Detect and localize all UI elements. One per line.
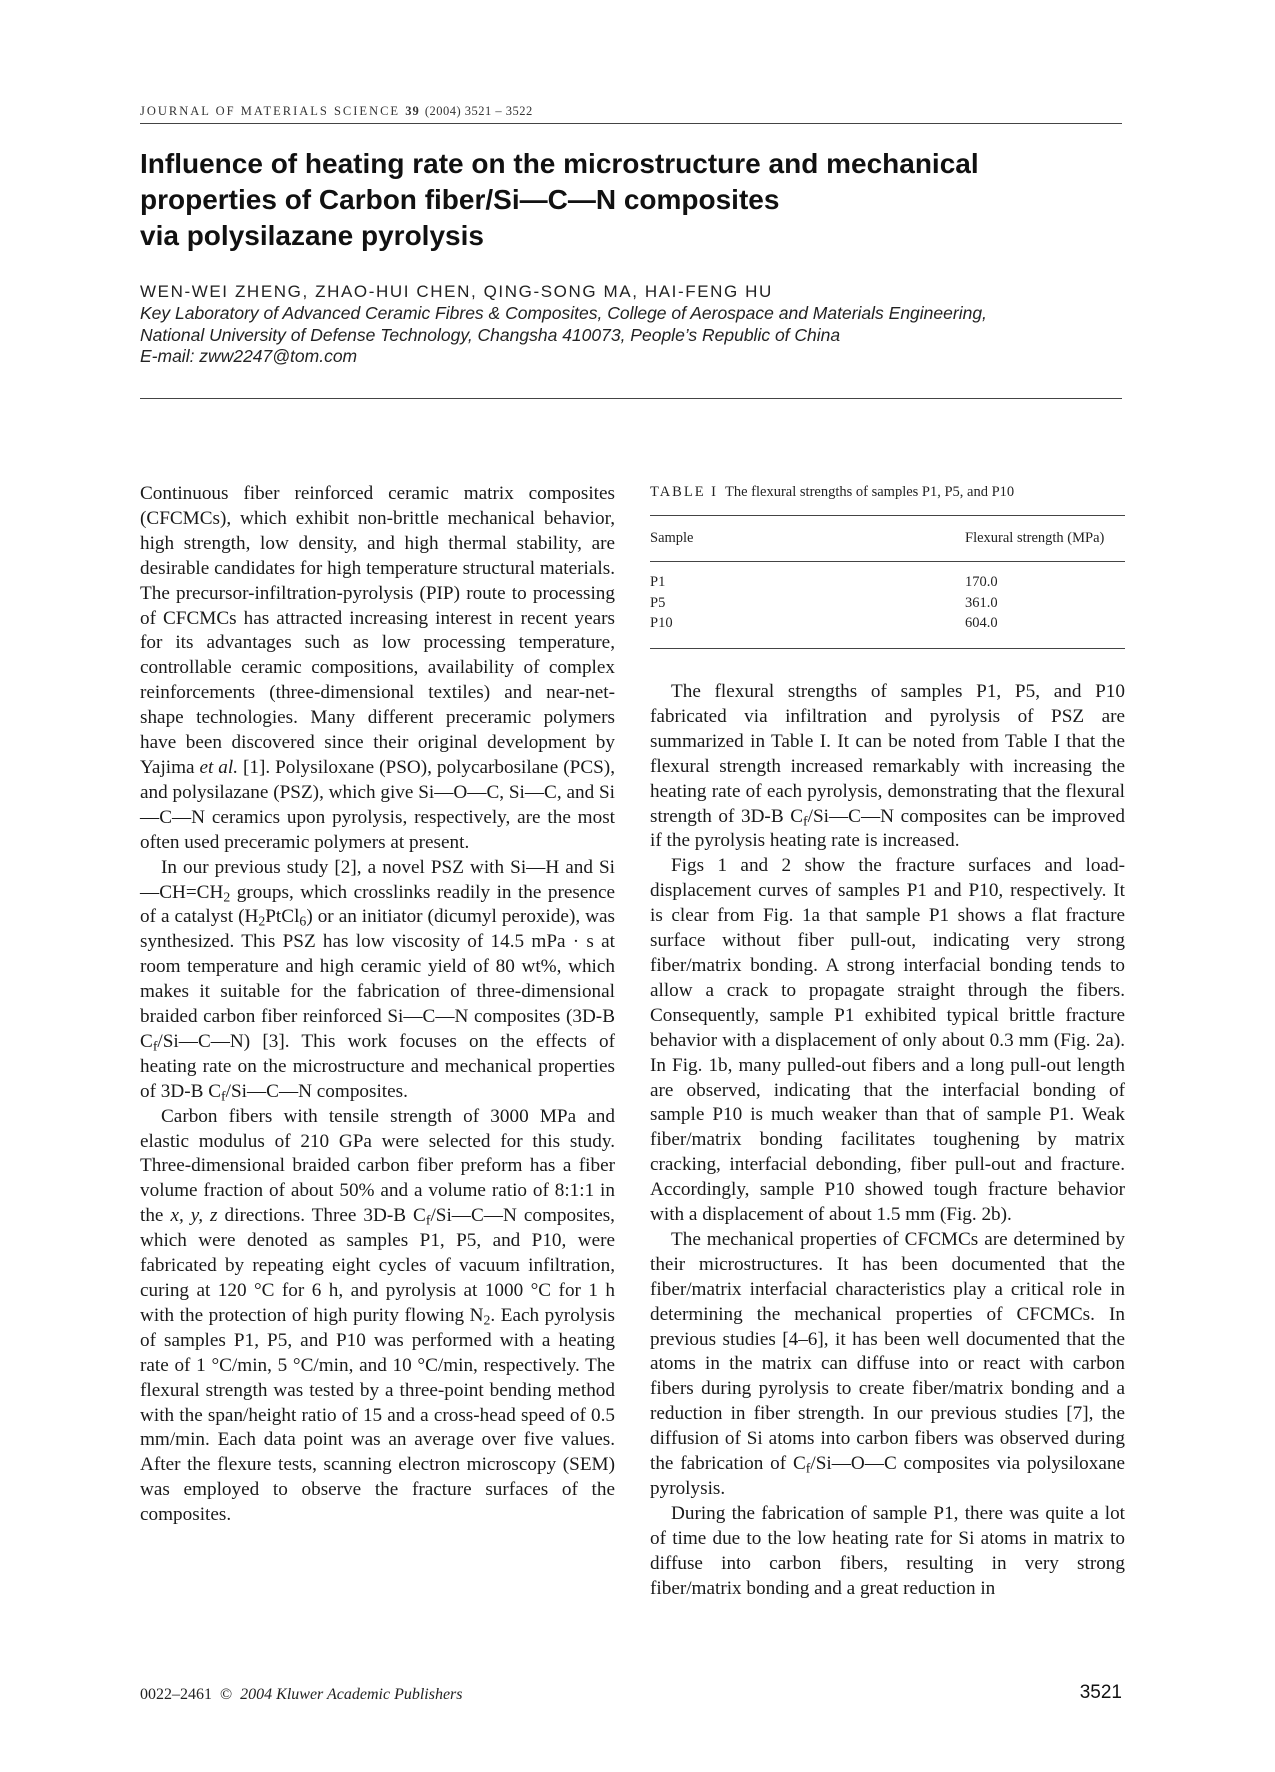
column-header-strength: Flexural strength (MPa) [965,530,1105,546]
affiliation-line-1: Key Laboratory of Advanced Ceramic Fibres & Composites, College of Aerospace and Materials Engineering, [140,303,987,323]
table-row [650,562,1125,593]
paragraph-experimental: Carbon fibers with tensile strength of 3000 MPa and elastic modulus of 210 GPa were selected for this study. Three-dimensional braided carbon fiber preform has a fiber volume fraction of about 50% and a volume ratio of 8:1:1 in the x, y, z directions. Three 3D-B $C_f/Si—C—N$ composites, which were denoted as samples P1, P5, and P10, were fabricated by repeating eight cycles of vacuum infiltration, curing at 120 °C for 6 h, and pyrolysis at 1000 °C for 1 h with the protection of high purity flowing $N_2$. Each pyrolysis of samples P1, P5, and P10 was performed with a heating rate of 1 °C/min, 5 °C/min, and 10 °C/min, respectively. The flexural strength was tested by a three-point bending method with the span/height ratio of 15 and a cross-head speed of 0.5 mm/min. Each data point was an average over five values. After the flexure tests, scanning electron microscopy (SEM) was employed to observe the fracture surfaces of the composites. [140,1105,615,1526]
table-caption-text: The flexural strengths of samples P1, P5, and P10 [725,484,1015,500]
running-head [140,104,1122,119]
issn: 0022–2461 [140,1686,212,1703]
table-row [650,613,1125,648]
title-line-3: via polysilazane pyrolysis [140,220,484,251]
journal-volume: 39 [405,104,420,118]
paragraph-intro: Continuous fiber reinforced ceramic matrix composites (CFCMCs), which exhibit non-brittle mechanical behavior, high strength, low density, and high thermal stability, are desirable candidates for high temperature structural materials. The precursor-infiltration-pyrolysis (PIP) route to processing of CFCMCs has attracted increasing interest in recent years for its advantages such as low processing temperature, controllable ceramic compositions, availability of complex reinforcements (three-dimensional textiles) and near-net-shape technologies. Many different preceramic polymers have been discovered since their original development by Yajima et al. [1]. Polysiloxane (PSO), polycarbosilane (PCS), and polysilazane (PSZ), which give Si—O—C, Si—C, and Si—C—N ceramics upon pyrolysis, respectively, are the most often used preceramic polymers at present. [140,483,615,853]
table-flexural-strengths [650,484,1125,649]
table-body [650,562,1125,648]
data-table [650,516,1125,561]
right-column [650,680,1125,1602]
article-title [140,146,1122,254]
author-list: WEN-WEI ZHENG, ZHAO-HUI CHEN, QING-SONG MA, HAI-FENG HU [140,282,773,301]
paragraph-mechanical: The mechanical properties of CFCMCs are determined by their microstructures. It has been documented that the fiber/matrix interfacial characteristics play a critical role in determining the mechanical properties of CFCMCs. In previous studies [4–6], it has been well documented that the atoms in the matrix can diffuse into or react with carbon fibers during pyrolysis to create fiber/matrix bonding and a reduction in fiber strength. In our previous studies [7], the diffusion of Si atoms into carbon fibers was observed during the fabrication of $C_f/Si—O—C$ composites via polysiloxane pyrolysis. [650,1228,1125,1499]
table-cell: P5 [650,594,666,611]
table-row [650,593,1125,614]
table-cell: P1 [650,574,666,590]
publisher: 2004 Kluwer Academic Publishers [240,1686,463,1703]
table-header-row [650,516,1125,561]
table-cell: 361.0 [965,594,998,611]
paragraph-results: The flexural strengths of samples P1, P5, and P10 fabricated via infiltration and pyrolysis of PSZ are summarized in Table I. It can be noted from Table I that the flexural strength increased remarkably with increasing the heating rate of each pyrolysis, demonstrating that the flexural strength of 3D-B $C_f/Si—C—N$ composites can be improved if the pyrolysis heating rate is increased. [650,681,1125,852]
affiliation [140,303,1130,368]
footer-copyright [140,1686,463,1704]
copyright-symbol: © [220,1686,233,1703]
paragraph-fracture: Figs 1 and 2 show the fracture surfaces and load-displacement curves of samples P1 and P10, respectively. It is clear from Fig. 1a that sample P1 shows a flat fracture surface without fiber pull-out, indicating very strong fiber/matrix bonding. A strong interfacial bonding tends to allow a crack to propagate straight through the fibers. Consequently, sample P1 exhibited typical brittle fracture behavior with a displacement of only about 0.3 mm (Fig. 2a). In Fig. 1b, many pulled-out fibers and a long pull-out length are observed, indicating that the interfacial bonding of sample P10 is much weaker than that of sample P1. Weak fiber/matrix bonding facilitates toughening by matrix cracking, interfacial debonding, fiber pull-out and fracture. Accordingly, sample P10 showed tough fracture behavior with a displacement of about 1.5 mm (Fig. 2b). [650,855,1125,1226]
journal-name: JOURNAL OF MATERIALS SCIENCE [140,104,401,118]
left-column [140,482,615,1528]
title-line-1: Influence of heating rate on the microstructure and mechanical [140,148,979,179]
column-header-sample: Sample [650,530,694,546]
paragraph-previous-study: In our previous study [2], a novel PSZ with Si—H and $Si—CH=CH_2$ groups, which crosslinks readily in the presence of a catalyst $(H_2PtCl_6)$ or an initiator (dicumyl peroxide), was synthesized. This PSZ has low viscosity of 14.5 mPa · s at room temperature and high ceramic yield of 80 wt%, which makes it suitable for the fabrication of three-dimensional braided carbon fiber reinforced Si—C—N composites (3D-B $C_f/Si—C—N$) [3]. This work focuses on the effects of heating rate on the microstructure and mechanical properties of 3D-B $C_f/Si—C—N$ composites. [140,856,615,1104]
header-rule [140,123,1122,124]
table-cell: 604.0 [965,615,998,631]
abstract-rule [140,398,1122,399]
page-number: 3521 [1079,1682,1122,1703]
affiliation-line-2: National University of Defense Technology, Changsha 410073, People’s Republic of China [140,324,841,345]
table-caption [650,484,1125,501]
table-cell: 170.0 [965,574,998,590]
table-label: TABLE I [650,484,719,500]
paragraph-fabrication: During the fabrication of sample P1, there was quite a lot of time due to the low heating rate for Si atoms in matrix to diffuse into carbon fibers, resulting in very strong fiber/matrix bonding and a great reduction in [650,1502,1125,1599]
table-bottom-rule [650,648,1125,649]
journal-year-pages: (2004) 3521 – 3522 [424,104,533,118]
title-line-2: properties of Carbon fiber/Si—C—N composites [140,184,780,215]
email-line: E-mail: zww2247@tom.com [140,346,358,366]
table-cell: P10 [650,615,673,631]
